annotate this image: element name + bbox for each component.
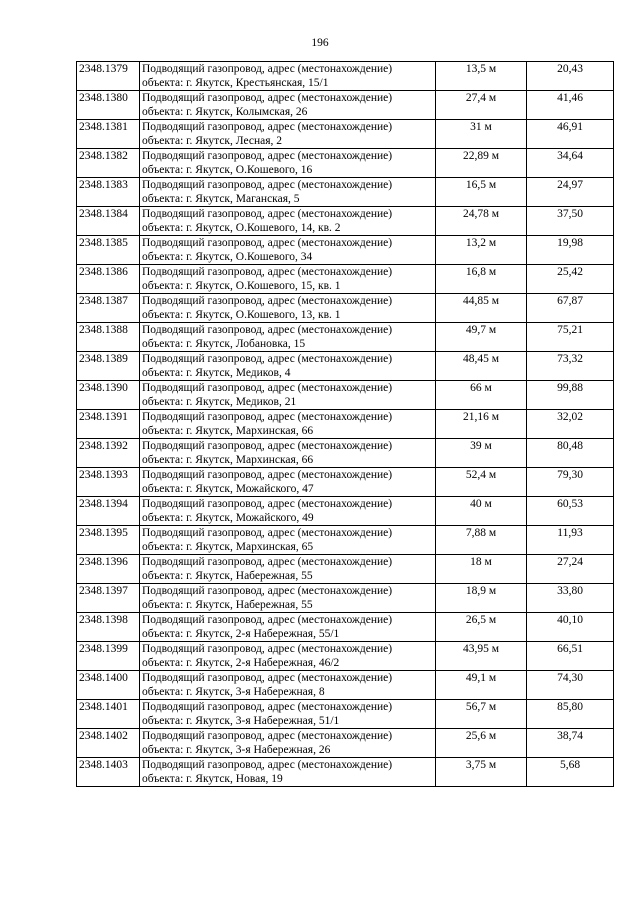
table-row — [77, 294, 614, 323]
item-number-cell: 2348.1390 — [77, 381, 140, 410]
description-cell — [140, 584, 436, 613]
length-cell: 3,75 м — [436, 758, 527, 787]
description-line-2: объекта: г. Якутск, Маганская, 5 — [142, 193, 300, 205]
value-cell: 99,88 — [527, 381, 614, 410]
table-row — [77, 642, 614, 671]
registry-table — [76, 61, 614, 787]
description-line-1: Подводящий газопровод, адрес (местонахождение) — [142, 730, 393, 742]
value-cell: 66,51 — [527, 642, 614, 671]
value-cell: 38,74 — [527, 729, 614, 758]
description-cell — [140, 468, 436, 497]
description-cell — [140, 642, 436, 671]
table-row — [77, 178, 614, 207]
length-cell: 49,7 м — [436, 323, 527, 352]
description-line-2: объекта: г. Якутск, Набережная, 55 — [142, 570, 313, 582]
table-row — [77, 120, 614, 149]
table-row — [77, 584, 614, 613]
description-line-2: объекта: г. Якутск, 3-я Набережная, 26 — [142, 744, 331, 756]
description-line-1: Подводящий газопровод, адрес (местонахождение) — [142, 92, 393, 104]
length-cell: 7,88 м — [436, 526, 527, 555]
value-cell: 37,50 — [527, 207, 614, 236]
length-cell: 43,95 м — [436, 642, 527, 671]
description-line-2: объекта: г. Якутск, Набережная, 55 — [142, 599, 313, 611]
description-line-1: Подводящий газопровод, адрес (местонахождение) — [142, 179, 393, 191]
description-cell — [140, 439, 436, 468]
description-line-2: объекта: г. Якутск, Лесная, 2 — [142, 135, 283, 147]
item-number-cell: 2348.1399 — [77, 642, 140, 671]
description-line-1: Подводящий газопровод, адрес (местонахождение) — [142, 353, 393, 365]
description-cell — [140, 323, 436, 352]
value-cell: 40,10 — [527, 613, 614, 642]
table-row — [77, 613, 614, 642]
value-cell: 85,80 — [527, 700, 614, 729]
description-line-1: Подводящий газопровод, адрес (местонахождение) — [142, 121, 393, 133]
description-line-1: Подводящий газопровод, адрес (местонахождение) — [142, 556, 393, 568]
table-row — [77, 207, 614, 236]
description-line-1: Подводящий газопровод, адрес (местонахождение) — [142, 324, 393, 336]
length-cell: 49,1 м — [436, 671, 527, 700]
description-cell — [140, 207, 436, 236]
item-number-cell: 2348.1386 — [77, 265, 140, 294]
item-number-cell: 2348.1400 — [77, 671, 140, 700]
table-row — [77, 526, 614, 555]
value-cell: 80,48 — [527, 439, 614, 468]
description-cell — [140, 410, 436, 439]
description-line-2: объекта: г. Якутск, Новая, 19 — [142, 773, 283, 785]
item-number-cell: 2348.1387 — [77, 294, 140, 323]
value-cell: 60,53 — [527, 497, 614, 526]
table-row — [77, 671, 614, 700]
item-number-cell: 2348.1393 — [77, 468, 140, 497]
description-line-2: объекта: г. Якутск, 2-я Набережная, 46/2 — [142, 657, 340, 669]
description-cell — [140, 555, 436, 584]
value-cell: 46,91 — [527, 120, 614, 149]
item-number-cell: 2348.1396 — [77, 555, 140, 584]
length-cell: 44,85 м — [436, 294, 527, 323]
description-line-2: объекта: г. Якутск, Медиков, 4 — [142, 367, 291, 379]
description-cell — [140, 178, 436, 207]
description-line-1: Подводящий газопровод, адрес (местонахождение) — [142, 266, 393, 278]
description-line-1: Подводящий газопровод, адрес (местонахождение) — [142, 672, 393, 684]
description-cell — [140, 671, 436, 700]
description-line-1: Подводящий газопровод, адрес (местонахождение) — [142, 585, 393, 597]
item-number-cell: 2348.1397 — [77, 584, 140, 613]
description-line-1: Подводящий газопровод, адрес (местонахождение) — [142, 150, 393, 162]
value-cell: 5,68 — [527, 758, 614, 787]
item-number-cell: 2348.1388 — [77, 323, 140, 352]
length-cell: 16,5 м — [436, 178, 527, 207]
table-row — [77, 62, 614, 91]
description-line-2: объекта: г. Якутск, Лобановка, 15 — [142, 338, 306, 350]
item-number-cell: 2348.1384 — [77, 207, 140, 236]
value-cell: 34,64 — [527, 149, 614, 178]
table-row — [77, 410, 614, 439]
table-row — [77, 381, 614, 410]
description-line-2: объекта: г. Якутск, О.Кошевого, 16 — [142, 164, 313, 176]
item-number-cell: 2348.1389 — [77, 352, 140, 381]
description-line-2: объекта: г. Якутск, О.Кошевого, 14, кв. 2 — [142, 222, 341, 234]
item-number-cell: 2348.1385 — [77, 236, 140, 265]
description-line-1: Подводящий газопровод, адрес (местонахождение) — [142, 527, 393, 539]
length-cell: 52,4 м — [436, 468, 527, 497]
description-line-2: объекта: г. Якутск, Медиков, 21 — [142, 396, 297, 408]
length-cell: 31 м — [436, 120, 527, 149]
table-row — [77, 352, 614, 381]
item-number-cell: 2348.1383 — [77, 178, 140, 207]
length-cell: 13,5 м — [436, 62, 527, 91]
item-number-cell: 2348.1391 — [77, 410, 140, 439]
description-cell — [140, 700, 436, 729]
length-cell: 56,7 м — [436, 700, 527, 729]
description-cell — [140, 526, 436, 555]
length-cell: 40 м — [436, 497, 527, 526]
length-cell: 21,16 м — [436, 410, 527, 439]
length-cell: 24,78 м — [436, 207, 527, 236]
table-row — [77, 323, 614, 352]
description-line-1: Подводящий газопровод, адрес (местонахождение) — [142, 759, 393, 771]
table-row — [77, 236, 614, 265]
description-line-2: объекта: г. Якутск, О.Кошевого, 13, кв. 1 — [142, 309, 341, 321]
table-row — [77, 149, 614, 178]
description-line-2: объекта: г. Якутск, 3-я Набережная, 51/1 — [142, 715, 340, 727]
length-cell: 18,9 м — [436, 584, 527, 613]
description-line-2: объекта: г. Якутск, О.Кошевого, 15, кв. 1 — [142, 280, 341, 292]
description-line-2: объекта: г. Якутск, Можайского, 47 — [142, 483, 314, 495]
description-cell — [140, 729, 436, 758]
table-row — [77, 468, 614, 497]
description-line-2: объекта: г. Якутск, Мархинская, 66 — [142, 425, 314, 437]
value-cell: 32,02 — [527, 410, 614, 439]
item-number-cell: 2348.1382 — [77, 149, 140, 178]
item-number-cell: 2348.1394 — [77, 497, 140, 526]
value-cell: 41,46 — [527, 91, 614, 120]
item-number-cell: 2348.1381 — [77, 120, 140, 149]
item-number-cell: 2348.1380 — [77, 91, 140, 120]
table-row — [77, 265, 614, 294]
value-cell: 33,80 — [527, 584, 614, 613]
description-line-2: объекта: г. Якутск, Крестьянская, 15/1 — [142, 77, 329, 89]
length-cell: 48,45 м — [436, 352, 527, 381]
description-line-2: объекта: г. Якутск, О.Кошевого, 34 — [142, 251, 313, 263]
description-line-1: Подводящий газопровод, адрес (местонахождение) — [142, 440, 393, 452]
table-row — [77, 439, 614, 468]
description-cell — [140, 62, 436, 91]
description-line-1: Подводящий газопровод, адрес (местонахождение) — [142, 382, 393, 394]
length-cell: 25,6 м — [436, 729, 527, 758]
description-line-1: Подводящий газопровод, адрес (местонахождение) — [142, 237, 393, 249]
description-line-2: объекта: г. Якутск, 2-я Набережная, 55/1 — [142, 628, 340, 640]
item-number-cell: 2348.1401 — [77, 700, 140, 729]
value-cell: 27,24 — [527, 555, 614, 584]
value-cell: 74,30 — [527, 671, 614, 700]
description-line-1: Подводящий газопровод, адрес (местонахождение) — [142, 63, 393, 75]
description-line-1: Подводящий газопровод, адрес (местонахождение) — [142, 701, 393, 713]
table-row — [77, 700, 614, 729]
item-number-cell: 2348.1398 — [77, 613, 140, 642]
length-cell: 27,4 м — [436, 91, 527, 120]
description-line-1: Подводящий газопровод, адрес (местонахождение) — [142, 643, 393, 655]
description-cell — [140, 497, 436, 526]
length-cell: 26,5 м — [436, 613, 527, 642]
length-cell: 22,89 м — [436, 149, 527, 178]
description-line-1: Подводящий газопровод, адрес (местонахождение) — [142, 469, 393, 481]
value-cell: 19,98 — [527, 236, 614, 265]
item-number-cell: 2348.1392 — [77, 439, 140, 468]
description-line-1: Подводящий газопровод, адрес (местонахождение) — [142, 295, 393, 307]
page-number: 196 — [311, 37, 329, 49]
description-cell — [140, 149, 436, 178]
description-line-2: объекта: г. Якутск, Колымская, 26 — [142, 106, 308, 118]
table-row — [77, 729, 614, 758]
length-cell: 66 м — [436, 381, 527, 410]
value-cell: 67,87 — [527, 294, 614, 323]
item-number-cell: 2348.1402 — [77, 729, 140, 758]
description-cell — [140, 236, 436, 265]
value-cell: 25,42 — [527, 265, 614, 294]
length-cell: 39 м — [436, 439, 527, 468]
length-cell: 16,8 м — [436, 265, 527, 294]
description-cell — [140, 352, 436, 381]
description-line-2: объекта: г. Якутск, 3-я Набережная, 8 — [142, 686, 325, 698]
table-row — [77, 555, 614, 584]
description-cell — [140, 120, 436, 149]
description-line-1: Подводящий газопровод, адрес (местонахождение) — [142, 614, 393, 626]
description-cell — [140, 758, 436, 787]
table-row — [77, 497, 614, 526]
value-cell: 73,32 — [527, 352, 614, 381]
registry-table-body — [77, 62, 614, 787]
item-number-cell: 2348.1395 — [77, 526, 140, 555]
description-cell — [140, 381, 436, 410]
item-number-cell: 2348.1403 — [77, 758, 140, 787]
description-line-2: объекта: г. Якутск, Можайского, 49 — [142, 512, 314, 524]
description-line-2: объекта: г. Якутск, Мархинская, 66 — [142, 454, 314, 466]
item-number-cell: 2348.1379 — [77, 62, 140, 91]
description-cell — [140, 265, 436, 294]
length-cell: 13,2 м — [436, 236, 527, 265]
description-line-1: Подводящий газопровод, адрес (местонахождение) — [142, 208, 393, 220]
table-row — [77, 91, 614, 120]
description-line-2: объекта: г. Якутск, Мархинская, 65 — [142, 541, 314, 553]
description-line-1: Подводящий газопровод, адрес (местонахождение) — [142, 411, 393, 423]
value-cell: 75,21 — [527, 323, 614, 352]
length-cell: 18 м — [436, 555, 527, 584]
value-cell: 24,97 — [527, 178, 614, 207]
value-cell: 79,30 — [527, 468, 614, 497]
value-cell: 20,43 — [527, 62, 614, 91]
description-cell — [140, 613, 436, 642]
description-line-1: Подводящий газопровод, адрес (местонахождение) — [142, 498, 393, 510]
description-cell — [140, 91, 436, 120]
description-cell — [140, 294, 436, 323]
value-cell: 11,93 — [527, 526, 614, 555]
table-row — [77, 758, 614, 787]
